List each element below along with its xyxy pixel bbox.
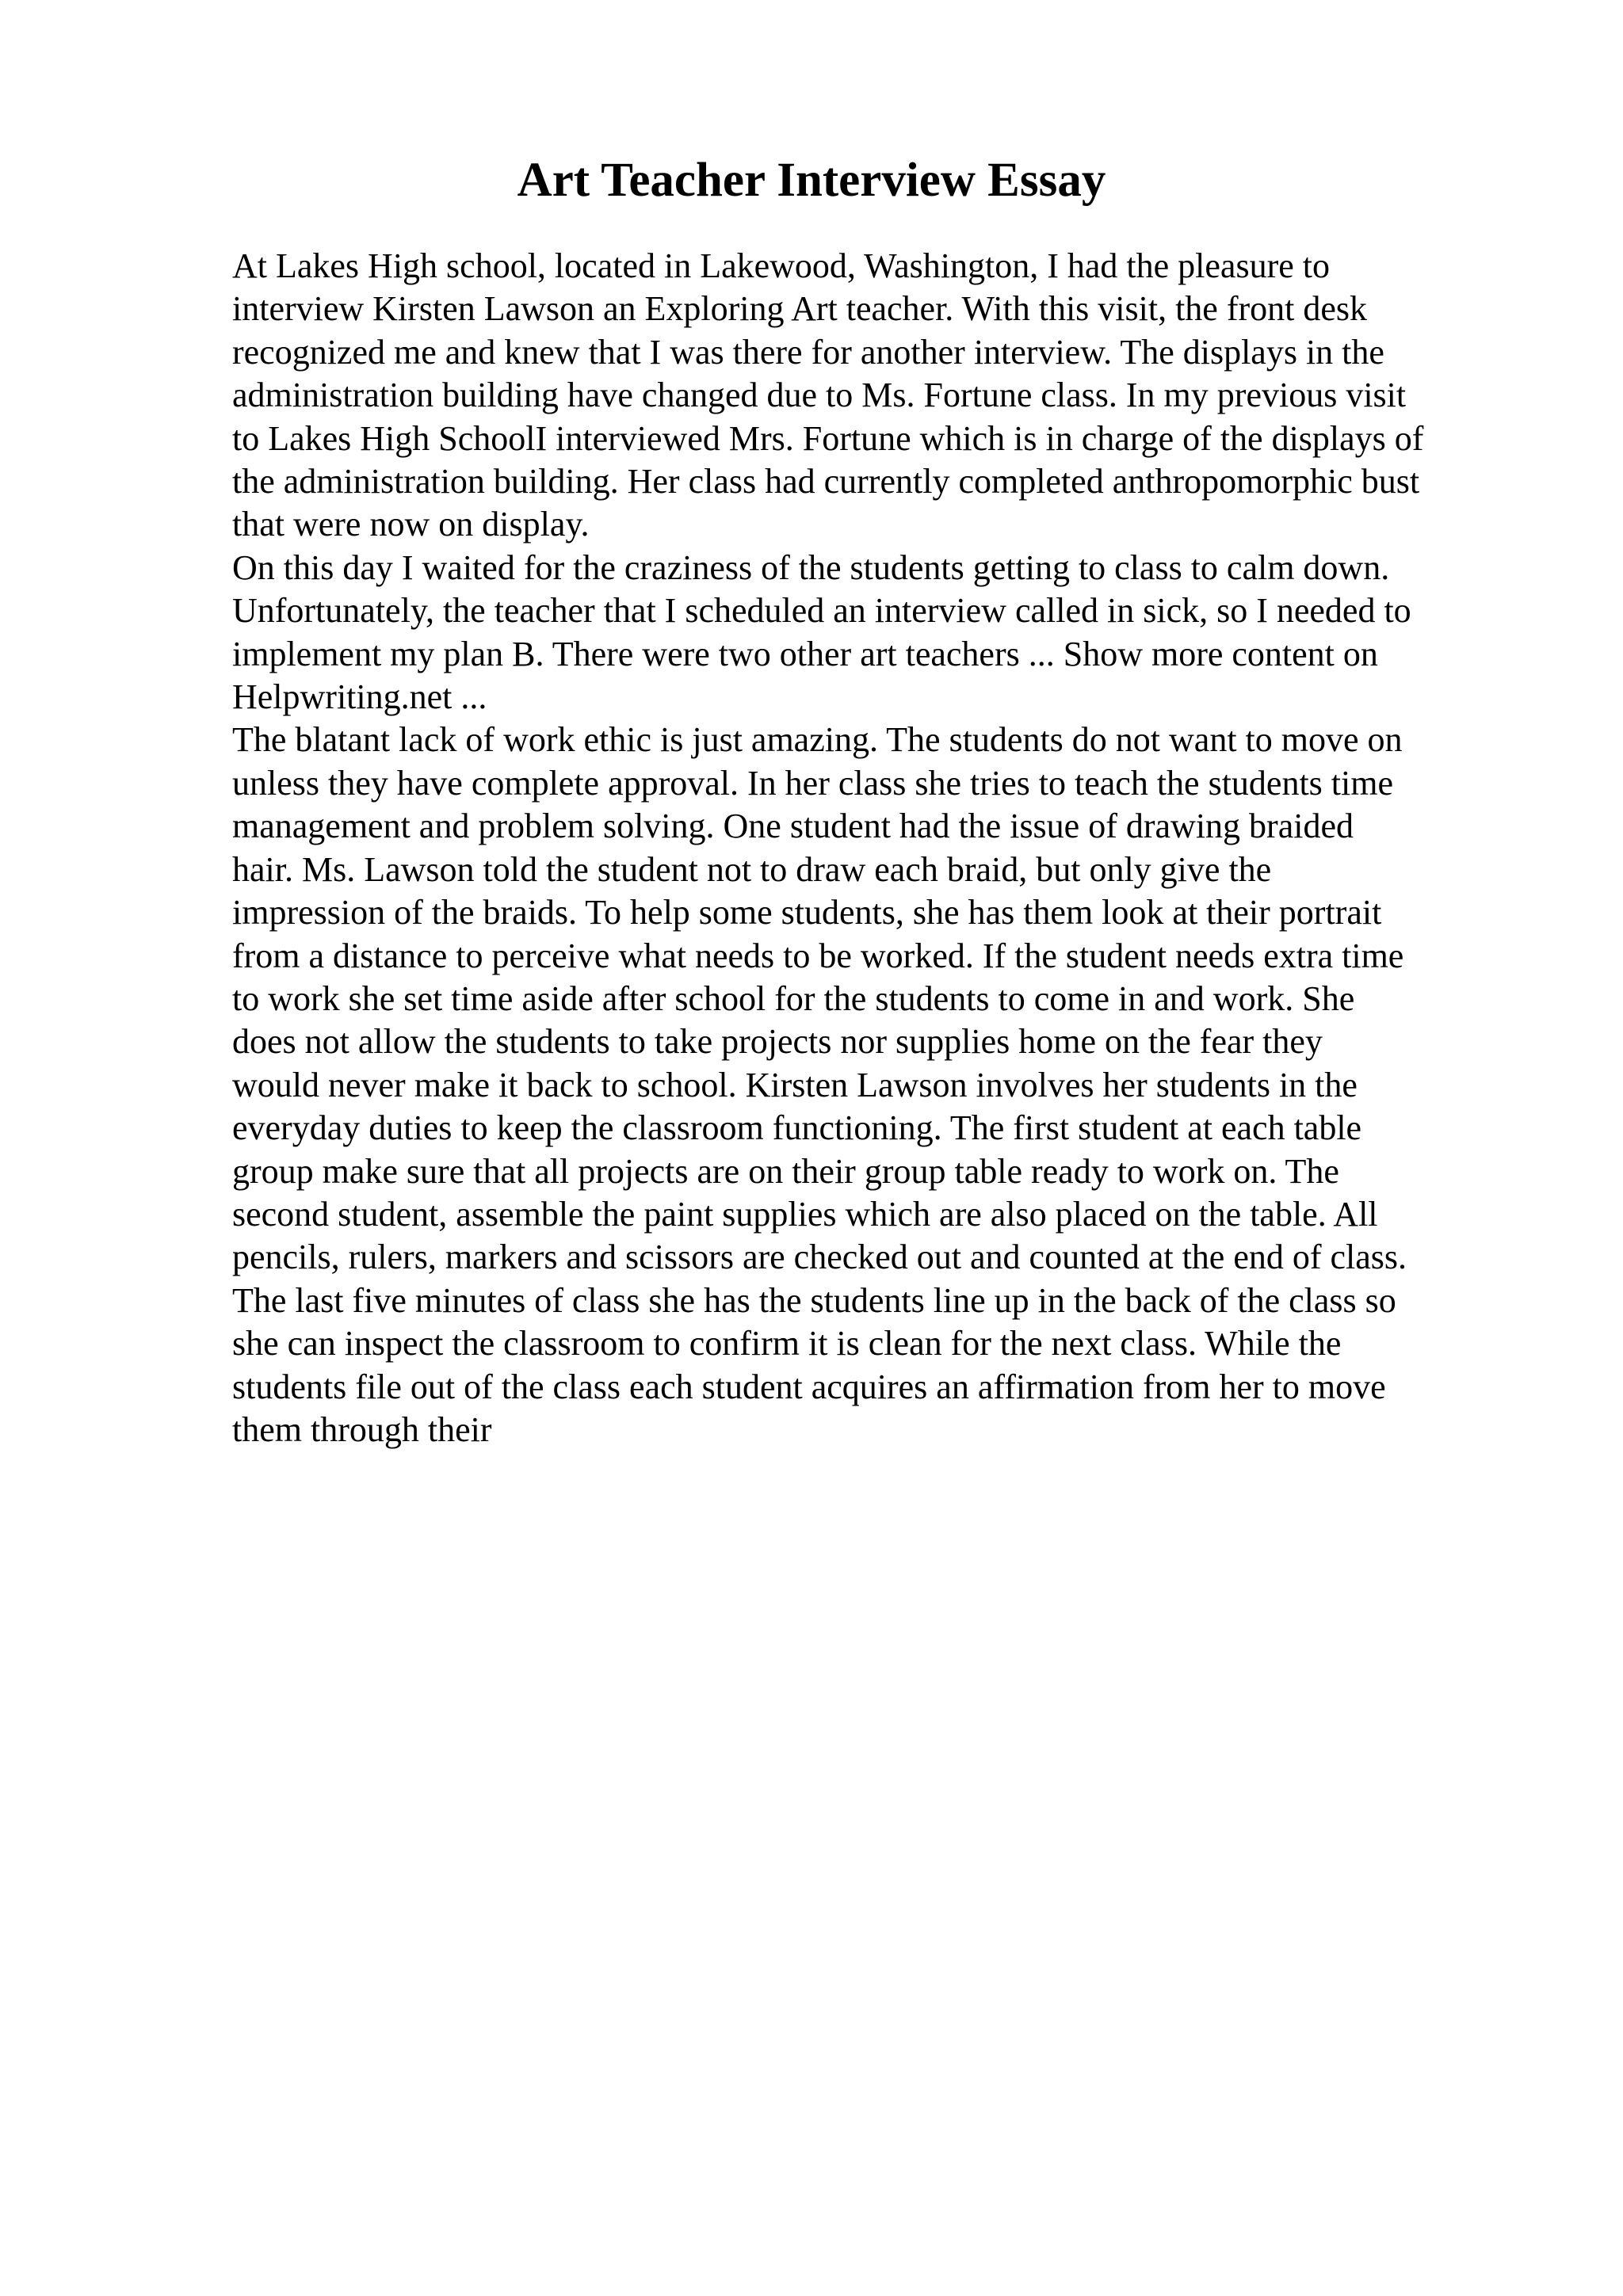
- body-line: administration building have changed due to Ms. Fortune class. In my previous visit: [232, 376, 1407, 415]
- body-line: does not allow the students to take projects nor supplies home on the fear they: [232, 1022, 1323, 1062]
- document-body: [232, 245, 1532, 1451]
- body-line: The last five minutes of class she has the students line up in the back of the class so: [232, 1280, 1396, 1320]
- body-line: management and problem solving. One student had the issue of drawing braided: [232, 807, 1354, 846]
- body-line: The blatant lack of work ethic is just amazing. The students do not want to move on: [232, 720, 1403, 760]
- body-line: impression of the braids. To help some students, she has them look at their portrait: [232, 893, 1382, 933]
- body-line: second student, assemble the paint supplies which are also placed on the table. All: [232, 1194, 1378, 1234]
- body-line: implement my plan B. There were two other art teachers ... Show more content on: [232, 634, 1378, 673]
- body-line: On this day I waited for the craziness of the students getting to class to calm down.: [232, 547, 1390, 587]
- body-line: Helpwriting.net ...: [232, 677, 487, 717]
- body-line: to Lakes High SchoolI interviewed Mrs. Fortune which is in charge of the displays of: [232, 418, 1424, 458]
- body-line: that were now on display.: [232, 505, 590, 544]
- body-line: At Lakes High school, located in Lakewood, Washington, I had the pleasure to: [232, 246, 1330, 285]
- body-line: Unfortunately, the teacher that I scheduled an interview called in sick, so I needed to: [232, 591, 1411, 631]
- body-line: to work she set time aside after school for the students to come in and work. She: [232, 978, 1355, 1018]
- body-line: pencils, rulers, markers and scissors are checked out and counted at the end of class.: [232, 1238, 1407, 1277]
- body-line: from a distance to perceive what needs to be worked. If the student needs extra time: [232, 936, 1404, 975]
- body-line: students file out of the class each student acquires an affirmation from her to move: [232, 1367, 1386, 1406]
- body-line: everyday duties to keep the classroom functioning. The first student at each table: [232, 1108, 1362, 1148]
- body-line: the administration building. Her class had currently completed anthropomorphic bust: [232, 462, 1420, 502]
- document-title: Art Teacher Interview Essay: [517, 154, 1106, 207]
- body-line: group make sure that all projects are on their group table ready to work on. The: [232, 1151, 1339, 1191]
- body-line: would never make it back to school. Kirsten Lawson involves her students in the: [232, 1065, 1358, 1104]
- body-line: she can inspect the classroom to confirm it is clean for the next class. While the: [232, 1324, 1342, 1363]
- body-line: hair. Ms. Lawson told the student not to draw each braid, but only give the: [232, 849, 1272, 889]
- body-line: them through their: [232, 1409, 492, 1449]
- body-line: recognized me and knew that I was there for another interview. The displays in the: [232, 332, 1384, 372]
- body-line: unless they have complete approval. In her class she tries to teach the students time: [232, 763, 1393, 803]
- body-line: interview Kirsten Lawson an Exploring Art teacher. With this visit, the front desk: [232, 289, 1368, 329]
